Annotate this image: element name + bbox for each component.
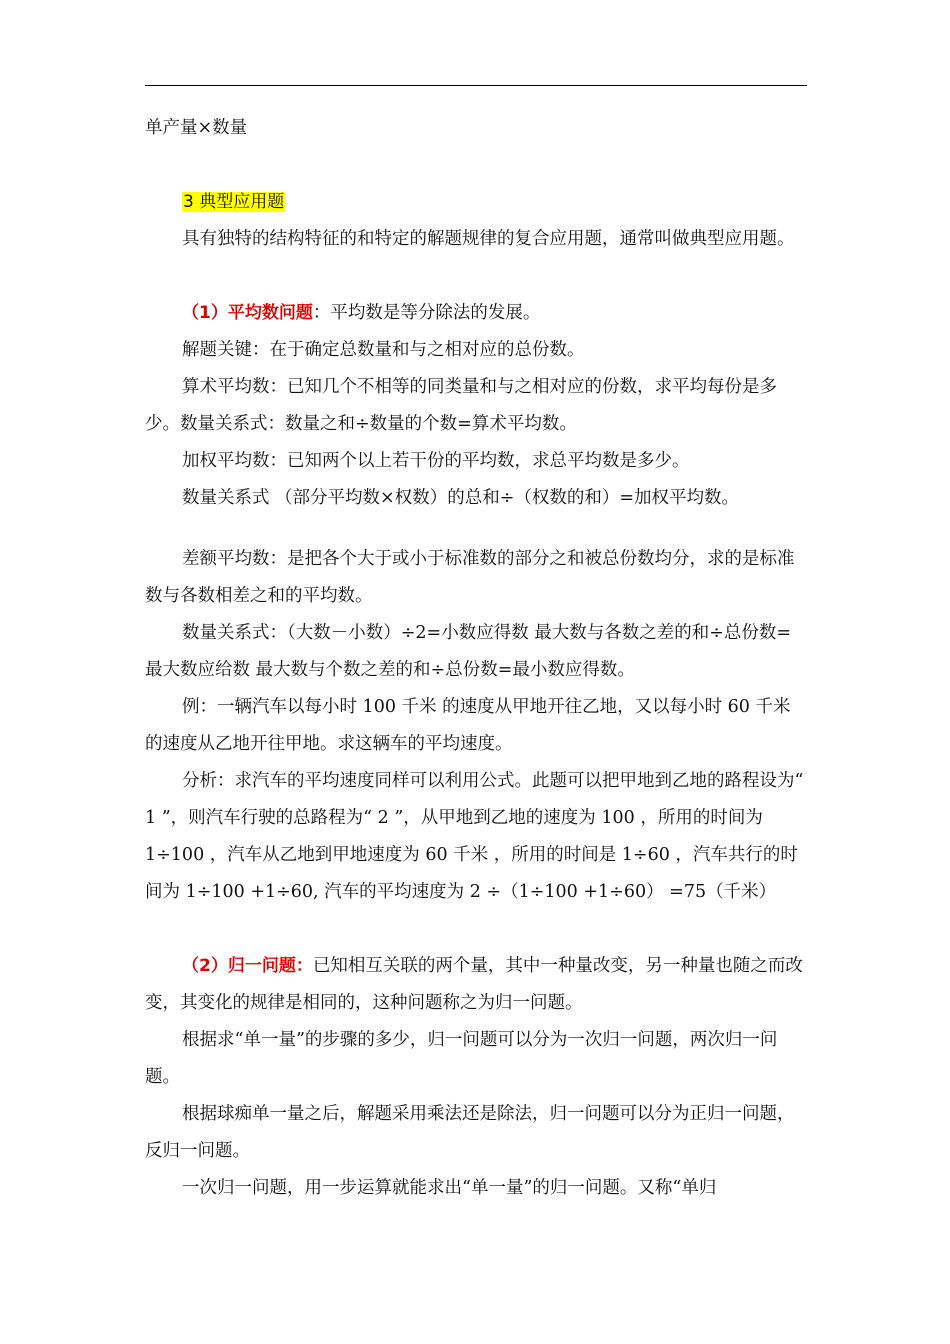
unit-label: （2）归一问题：: [182, 956, 313, 976]
unit-desc: 已知相互关联的两个量，其中一种量改变，另一种量也随之而改变，其变化的规律是相同的，这种问题称之为归一问题。: [145, 956, 803, 1013]
arith-avg-paragraph: 算术平均数：已知几个不相等的同类量和与之相对应的份数，求平均每份是多少。数量关系式：数量之和÷数量的个数=算术平均数。: [145, 377, 777, 434]
unit-p1: 根据求“单一量”的步骤的多少，归一问题可以分为一次归一问题，两次归一问题。: [145, 1030, 778, 1087]
example-paragraph: 例：一辆汽车以每小时 100 千米 的速度从甲地开往乙地，又以每小时 60 千米的速度从乙地开往甲地。求这辆车的平均速度。: [145, 697, 791, 754]
avg-desc: ：平均数是等分除法的发展。: [312, 303, 541, 323]
avg-heading-paragraph: [145, 295, 807, 332]
header-rule: [145, 85, 807, 86]
weighted-avg-paragraph: 加权平均数：已知两个以上若干份的平均数，求总平均数是多少。: [182, 451, 690, 471]
section-heading: [145, 184, 807, 221]
unit-p3: 一次归一问题，用一步运算就能求出“单一量”的归一问题。又称“单归: [182, 1178, 717, 1198]
diff-relation-paragraph: 数量关系式：（大数－小数）÷2=小数应得数 最大数与各数之差的和÷总份数=最大数应给数 最大数与个数之差的和÷总份数=最小数应得数。: [145, 623, 792, 680]
line-formula: 单产量×数量: [145, 118, 248, 138]
avg-key-paragraph: 解题关键：在于确定总数量和与之相对应的总份数。: [182, 340, 585, 360]
intro-paragraph: 具有独特的结构特征的和特定的解题规律的复合应用题，通常叫做典型应用题。: [182, 229, 795, 249]
avg-label: （1）平均数问题: [182, 303, 313, 323]
unit-p2: 根据球痴单一量之后，解题采用乘法还是除法，归一问题可以分为正归一问题，反归一问题。: [145, 1104, 795, 1161]
highlighted-heading: 3 典型应用题: [183, 192, 285, 212]
analysis-paragraph: 分析：求汽车的平均速度同样可以利用公式。此题可以把甲地到乙地的路程设为“ 1 ”，则汽车行驶的总路程为“ 2 ”，从甲地到乙地的速度为 100 ，所用的时间为 1÷100 ，汽车从乙地到甲地速度为 60 千米 ，所用的时间是 1÷60 ，汽车共行的时间为 1÷100 +1÷60, 汽车的平均速度为 2 ÷（1÷100 +1÷60） =75（千米）: [145, 771, 804, 902]
unit-heading-paragraph: [145, 948, 807, 1022]
weighted-relation-paragraph: 数量关系式 （部分平均数×权数）的总和÷（权数的和）=加权平均数。: [182, 488, 740, 508]
diff-avg-paragraph: 差额平均数：是把各个大于或小于标准数的部分之和被总份数均分，求的是标准数与各数相差之和的平均数。: [145, 549, 795, 606]
